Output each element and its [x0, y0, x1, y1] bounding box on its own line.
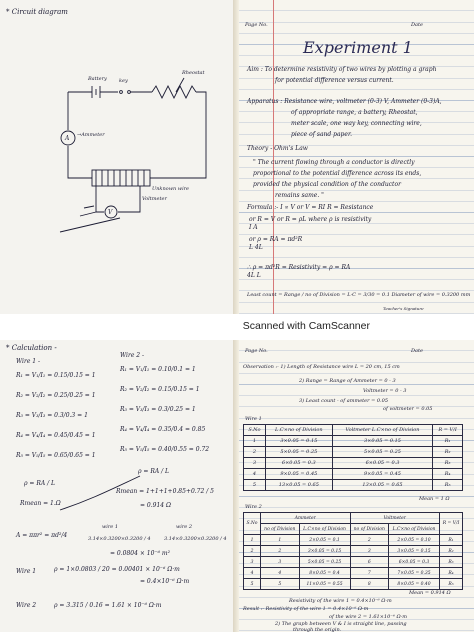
voltmeter-symbol: V	[108, 209, 113, 216]
resistivity-wire2: of the wire 2 = 1.61×10⁻⁶ Ω·m	[329, 614, 407, 620]
table-subheader: no of Division	[350, 524, 389, 535]
table-cell: R₄	[433, 469, 463, 480]
area-formula: A = ππr² = πd²/4	[16, 532, 68, 539]
binding-edge	[233, 0, 239, 314]
table-cell: R₅	[439, 579, 462, 590]
table-row	[244, 480, 463, 491]
area-wire1-label: wire 1	[102, 524, 118, 530]
theory-line-1: " The current flowing through a conductor is directly	[253, 159, 415, 166]
table-cell: 1	[244, 535, 261, 546]
table-cell: 8×0.05 = 0.4	[299, 568, 350, 579]
formula-line-5: L 4L	[249, 244, 263, 251]
table-cell: 9×0.05 = 0.45	[265, 469, 332, 480]
apparatus-line-3: meter scale, one way key, connecting wire,	[291, 120, 422, 127]
table-cell: 7	[350, 568, 389, 579]
circuit-heading: * Circuit diagram	[6, 8, 68, 16]
table-cell: 4	[244, 568, 261, 579]
wire1-r1: R₁ = V₁/I₁ = 0.15/0.15 = 1	[16, 372, 96, 379]
table-row	[244, 579, 463, 590]
table-header: Voltmeter	[350, 513, 439, 524]
wire2-rho-calc: ρ = 3.315 / 0.16 = 1.61 × 10⁻⁶ Ω·m	[54, 602, 162, 609]
formula-line-4: or ρ = RA = πd²R	[249, 236, 303, 243]
rheostat-label: Rheostat	[182, 70, 205, 76]
page-experiment-1	[233, 0, 474, 314]
wire1-rho-label: Wire 1	[16, 568, 37, 575]
result-line-2: 2) The graph between V & I is straight line, passing	[275, 621, 407, 627]
unknown-wire-label: Unknown wire	[152, 186, 190, 192]
page-number-label: Page No.	[245, 22, 268, 28]
date-label: Date	[411, 22, 423, 28]
table-cell: 3×0.05 = 0.15	[389, 546, 440, 557]
table-cell: R₄	[439, 568, 462, 579]
table-cell: 6×0.05 = 0.3	[389, 557, 440, 568]
table-cell: 8×0.05 = 0.40	[389, 579, 440, 590]
observation-voltmeter-lc: of voltmeter = 0.05	[383, 406, 433, 412]
table-cell: R₁	[439, 535, 462, 546]
table-header-row	[244, 425, 463, 436]
wire1-r5: R₅ = V₅/I₅ = 0.65/0.65 = 1	[16, 452, 96, 459]
page-calculation	[0, 340, 233, 632]
table-cell: 2×0.05 = 0.1	[299, 535, 350, 546]
table-header: Voltmeter L.C×no of Division	[332, 425, 432, 436]
wire2-mean: Mean = 0.914 Ω	[409, 590, 451, 596]
aim-line-2: for potential difference versus current.	[275, 77, 394, 84]
table-header: S.No	[244, 513, 261, 535]
table-cell: R₂	[439, 546, 462, 557]
least-count-line: Least count = Range / no of Division = L·C = 3/30 = 0.1 Diameter of wire = 0.3200 mm	[247, 292, 471, 298]
table-cell: 7×0.05 = 0.35	[389, 568, 440, 579]
wire1-r2: R₂ = V₂/I₂ = 0.25/0.25 = 1	[16, 392, 96, 399]
wire2-rmean: Rmean = 1+1+1+0.85+0.72 / 5	[116, 488, 214, 495]
table-header: S.No	[244, 425, 266, 436]
table-row	[244, 568, 463, 579]
table-cell: 2	[261, 546, 300, 557]
table-cell: 5×0.05 = 0.25	[299, 557, 350, 568]
table-cell: 3×0.05 = 0.15	[332, 436, 432, 447]
wire2-rho-formula: ρ = RA / L	[138, 468, 170, 475]
table-cell: 3	[244, 458, 266, 469]
table-header: R = V/I	[433, 425, 463, 436]
table-header: L.C×no of Division	[265, 425, 332, 436]
table-subheader: no of Division	[261, 524, 300, 535]
table-row	[244, 458, 463, 469]
page-number-label: Page No.	[245, 348, 268, 354]
wire2-r4: R₄ = V₄/I₄ = 0.35/0.4 = 0.85	[120, 426, 206, 433]
table-header-row	[244, 513, 463, 524]
table-cell: 2	[350, 535, 389, 546]
table-row	[244, 546, 463, 557]
camscanner-watermark: Scanned with CamScanner	[242, 320, 370, 332]
area-wire2-calc: 3.14×0.3200×0.3200 / 4	[164, 536, 227, 542]
table-cell: R₂	[433, 447, 463, 458]
area-value: = 0.0804 × 10⁻⁶ m²	[110, 550, 170, 557]
table-cell: 4	[244, 469, 266, 480]
table-cell: R₃	[433, 458, 463, 469]
table-cell: 8	[350, 579, 389, 590]
table-header: Ammeter	[261, 513, 350, 524]
observation-range: 2) Range = Range of Ammeter = 0 - 3	[299, 378, 396, 384]
table-row	[244, 535, 463, 546]
wire1-rho-calc: ρ = 1×0.0803 / 20 = 0.00401 × 10⁻⁶ Ω·m	[54, 566, 180, 573]
apparatus-line-4: piece of sand paper.	[291, 131, 353, 138]
table-row	[244, 436, 463, 447]
key-label: key	[119, 78, 128, 84]
observation-voltmeter: Voltmeter = 0 - 3	[363, 388, 407, 394]
formula-line-2: or R = V or R = ρL where ρ is resistivity	[249, 216, 372, 223]
date-label: Date	[411, 348, 423, 354]
wire2-rmean-value: = 0.914 Ω	[140, 502, 171, 509]
table-cell: R₃	[439, 557, 462, 568]
binding-edge	[233, 340, 239, 632]
table-row	[244, 557, 463, 568]
observation-heading: Observation :- 1) Length of Resistance wire L = 20 cm, 15 cm	[243, 364, 400, 370]
table-subheader: L.C×no of Division	[389, 524, 440, 535]
wire2-rho-label: Wire 2	[16, 602, 37, 609]
aim-line-1: Aim : To determine resistivity of two wires by plotting a graph	[247, 66, 437, 73]
table-cell: 6×0.05 = 0.3	[332, 458, 432, 469]
rmean-arrow	[0, 470, 233, 530]
wire2-r1: R₁ = V₁/I₁ = 0.10/0.1 = 1	[120, 366, 196, 373]
wire1-table-label: Wire 1	[245, 416, 262, 422]
table-cell: 11×0.05 = 0.55	[299, 579, 350, 590]
page-observation	[233, 340, 474, 632]
theory-line-4: remains same. "	[275, 192, 324, 199]
wire2-r3: R₃ = V₃/I₃ = 0.3/0.25 = 1	[120, 406, 196, 413]
theory-line-3: provided the physical condition of the conductor	[253, 181, 401, 188]
table-cell: 1	[261, 535, 300, 546]
calculation-heading: * Calculation -	[6, 344, 57, 352]
wire1-table	[243, 424, 463, 491]
table-cell: 6	[350, 557, 389, 568]
table-cell: 13×0.05 = 0.65	[265, 480, 332, 491]
formula-line-1: Formula :- I ∝ V or V = RI R = Resistance	[247, 204, 374, 211]
wire1-heading: Wire 1 -	[16, 358, 41, 365]
formula-line-6: ∴ ρ = πd²R = Resistivity = ρ = RA	[247, 264, 351, 271]
table-cell: R₁	[433, 436, 463, 447]
table-cell: 6×0.05 = 0.3	[265, 458, 332, 469]
table-cell: 5×0.05 = 0.25	[265, 447, 332, 458]
table-cell: 3	[244, 557, 261, 568]
experiment-title: Experiment 1	[303, 38, 413, 57]
formula-line-3: I A	[249, 224, 258, 231]
teacher-signature: Teacher's Signature	[383, 306, 424, 311]
table-cell: 1	[244, 436, 266, 447]
formula-line-7: 4L L	[247, 272, 261, 279]
table-cell: 13×0.05 = 0.65	[332, 480, 432, 491]
table-cell: 3	[261, 557, 300, 568]
wire2-r2: R₂ = V₂/I₂ = 0.15/0.15 = 1	[120, 386, 200, 393]
apparatus-line-2: of appropriate range, a battery, Rheostat,	[291, 109, 418, 116]
wire1-r3: R₃ = V₃/I₃ = 0.3/0.3 = 1	[16, 412, 88, 419]
table-cell: 2×0.05 = 0.10	[389, 535, 440, 546]
table-cell: 2	[244, 447, 266, 458]
area-wire2-label: wire 2	[176, 524, 192, 530]
ammeter-label: →Ammeter	[77, 132, 105, 138]
wire2-table	[243, 512, 463, 590]
table-cell: 4	[261, 568, 300, 579]
theory-heading: Theory - Ohm's Law	[247, 145, 308, 152]
page-circuit-diagram	[0, 0, 233, 314]
table-cell: 5	[244, 579, 261, 590]
wire1-r4: R₄ = V₄/I₄ = 0.45/0.45 = 1	[16, 432, 96, 439]
battery-label: Battery	[88, 76, 107, 82]
table-row	[244, 447, 463, 458]
table-header: R = V/I	[439, 513, 462, 535]
table-row	[244, 469, 463, 480]
table-cell: 5	[261, 579, 300, 590]
scan-bar	[0, 314, 474, 340]
wire2-heading: Wire 2 -	[120, 352, 145, 359]
observation-least-count: 3) Least count - of ammeter = 0.05	[299, 398, 389, 404]
table-cell: 2	[244, 546, 261, 557]
resistivity-wire1: Resistivity of the wire 1 = 0.4×10⁻⁶ Ω·m	[289, 598, 392, 604]
table-subheader-row	[244, 524, 463, 535]
table-cell: 3×0.05 = 0.15	[265, 436, 332, 447]
result-line-1: Result :- Resistivity of the wire 1 = 0.4×10⁻⁶ Ω·m	[243, 606, 369, 612]
wire1-rho-formula: ρ = RA / L	[24, 480, 56, 487]
wire1-rmean: Rmean = 1.Ω	[20, 500, 61, 507]
table-cell: 5	[244, 480, 266, 491]
table-cell: 5×0.05 = 0.25	[332, 447, 432, 458]
wire2-table-label: Wire 2	[245, 504, 262, 510]
apparatus-line-1: Apparatus : Resistance wire, voltmeter (0-3) V, Ammeter (0-3)A,	[247, 98, 442, 105]
ammeter-symbol: A	[65, 135, 70, 142]
wire2-r5: R₅ = V₅/I₅ = 0.40/0.55 = 0.72	[120, 446, 210, 453]
table-cell: 3×0.05 = 0.15	[299, 546, 350, 557]
voltmeter-label: Voltmeter	[142, 196, 167, 202]
table-subheader: L.C×no of Division	[299, 524, 350, 535]
wire1-mean: Mean = 1 Ω	[419, 496, 450, 502]
table-cell: 9×0.05 = 0.45	[332, 469, 432, 480]
table-cell: R₅	[433, 480, 463, 491]
theory-line-2: proportional to the potential difference across its ends,	[253, 170, 422, 177]
area-wire1-calc: 3.14×0.3200×0.3200 / 4	[88, 536, 151, 542]
circuit-diagram	[0, 0, 233, 314]
wire1-rho-result: = 0.4×10⁻⁶ Ω·m	[140, 578, 190, 585]
table-cell: 3	[350, 546, 389, 557]
result-line-3: through the origin.	[293, 627, 342, 632]
